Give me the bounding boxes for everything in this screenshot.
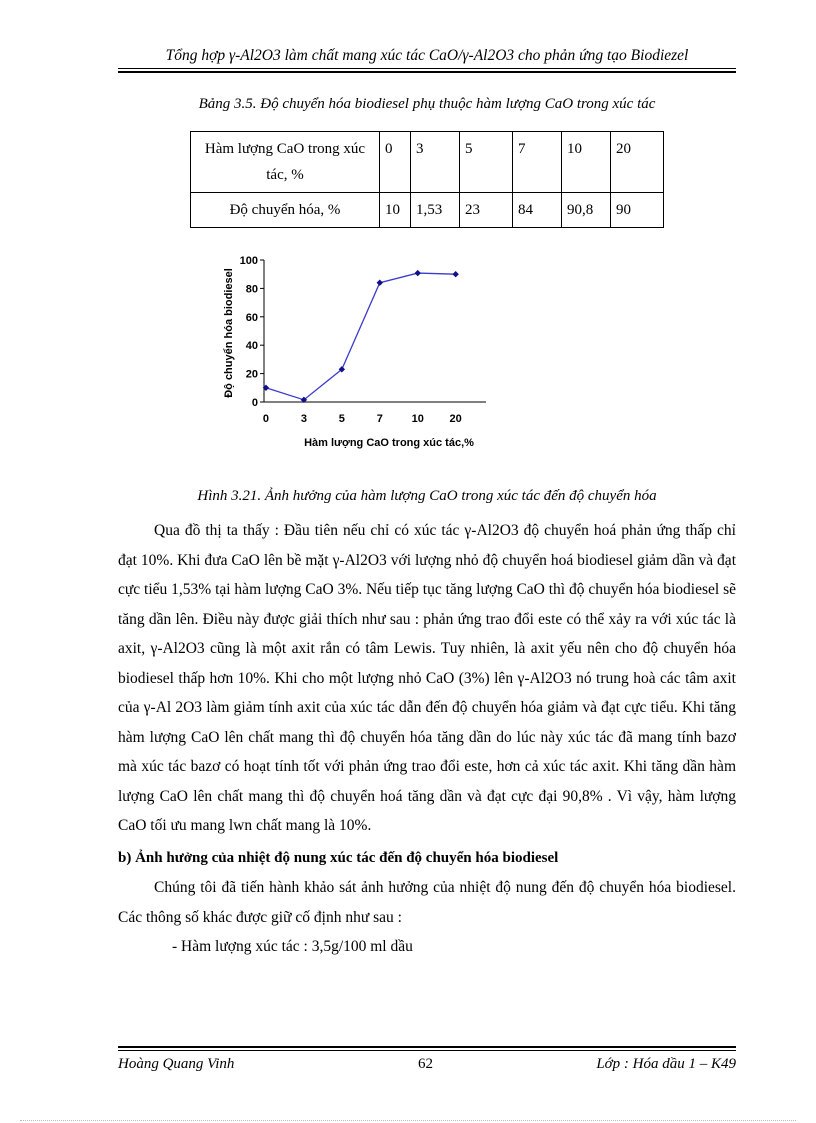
footer-rule-thin xyxy=(118,1050,736,1051)
page-header: Tổng hợp γ-Al2O3 làm chất mang xúc tác CaO/γ-Al2O3 cho phản ứng tạo Biodiezel xyxy=(165,47,689,64)
table-cell: 0 xyxy=(380,132,411,193)
y-tick-label: 60 xyxy=(245,311,258,324)
footer-rule-thick xyxy=(118,1046,736,1048)
data-point xyxy=(377,280,383,286)
y-tick-label: 100 xyxy=(239,255,258,267)
figure-caption: Hình 3.21. Ảnh hưởng của hàm lượng CaO trong xúc tác đến độ chuyển hóa xyxy=(197,488,657,504)
table-cell: 90,8 xyxy=(562,193,611,228)
x-tick-label: 20 xyxy=(449,413,462,425)
table-cell: 5 xyxy=(460,132,513,193)
header-rule-thick xyxy=(118,71,736,73)
x-tick-label: 3 xyxy=(300,413,307,425)
subheading: b) Ảnh hưởng của nhiệt độ nung xúc tác đến độ chuyển hóa biodiesel xyxy=(118,849,559,866)
x-tick-label: 10 xyxy=(411,413,424,425)
series-line xyxy=(266,273,456,400)
table-row xyxy=(191,193,664,228)
table-cell: 10 xyxy=(562,132,611,193)
footer-author: Hoàng Quang Vinh xyxy=(118,1056,235,1072)
header-rule-thin xyxy=(118,68,736,69)
paragraph: Qua đồ thị ta thấy : Đầu tiên nếu chỉ có xúc tác γ-Al2O3 độ chuyển hoá phản ứng thấp chỉ đạt 10%. Khi đưa CaO lên bề mặt γ-Al2O3 với lượng nhỏ độ chuyển hoá biodiesel giảm dần và đạt cực tiểu 1,53% tại hàm lượng CaO 3%. Nếu tiếp tục tăng lượng CaO thì độ chuyển hóa biodiesel sẽ tăng dần lên. Điều này được giải thích như sau : phản ứng trao đổi este có thể xảy ra với xúc tác là axit, γ-Al2O3 cũng là một axit rắn có tâm Lewis. Tuy nhiên, là axit yếu nên cho độ chuyển hóa biodiesel thấp hơn 10%. Khi cho một lượng nhỏ CaO (3%) lên γ-Al2O3 nó trung hoà các tâm axit của γ-Al 2O3 làm giảm tính axit của xúc tác dẫn đến độ chuyển hóa giảm và đạt cực tiểu. Khi tăng hàm lượng CaO lên chất mang thì độ chuyển hóa tăng dần do lúc này xúc tác đã mang tính bazơ mà xúc tác bazơ có hoạt tính tốt với phản ứng trao đổi este, hơn cả xúc tác axit. Khi tăng dần hàm lượng CaO lên chất mang thì độ chuyển hoá tăng dần và đạt cực đại 90,8% . Vì vậy, hàm lượng CaO tối ưu mang lwn chất mang là 10%. xyxy=(118,522,736,834)
table-row xyxy=(191,132,664,193)
data-point xyxy=(415,270,421,276)
table-cell: 84 xyxy=(513,193,562,228)
conversion-line-chart xyxy=(212,250,552,460)
page-bottom-divider xyxy=(20,1120,796,1121)
x-tick-label: 7 xyxy=(376,413,383,425)
table-cell: 23 xyxy=(460,193,513,228)
row-label-cao: Hàm lượng CaO trong xúc tác, % xyxy=(191,132,380,193)
table-cell: 3 xyxy=(411,132,460,193)
page-number: 62 xyxy=(418,1056,433,1072)
data-table xyxy=(190,131,664,228)
table-cell: 20 xyxy=(611,132,664,193)
paragraph: Chúng tôi đã tiến hành khảo sát ảnh hưởng của nhiệt độ nung đến độ chuyển hóa biodiesel. Các thông số khác được giữ cố định như sau : xyxy=(118,879,736,926)
row-label-conversion: Độ chuyển hóa, % xyxy=(191,193,380,228)
footer-class: Lớp : Hóa dầu 1 – K49 xyxy=(596,1056,736,1072)
x-tick-label: 0 xyxy=(262,413,270,425)
x-tick-label: 5 xyxy=(338,413,345,425)
y-tick-label: 40 xyxy=(245,340,258,353)
x-axis-label: Hàm lượng CaO trong xúc tác,% xyxy=(304,437,474,449)
bullet-item: - Hàm lượng xúc tác : 3,5g/100 ml dầu xyxy=(172,938,413,955)
body-text xyxy=(118,516,736,962)
data-point xyxy=(452,271,458,277)
y-axis-label: Độ chuyển hóa biodiesel xyxy=(223,268,235,398)
table-cell: 90 xyxy=(611,193,664,228)
table-caption: Bảng 3.5. Độ chuyển hóa biodiesel phụ thuộc hàm lượng CaO trong xúc tác xyxy=(198,96,656,112)
y-tick-label: 0 xyxy=(251,397,258,409)
table-cell: 1,53 xyxy=(411,193,460,228)
y-tick-label: 20 xyxy=(245,368,258,381)
table-cell: 7 xyxy=(513,132,562,193)
table-cell: 10 xyxy=(380,193,411,228)
y-tick-label: 80 xyxy=(245,283,258,296)
